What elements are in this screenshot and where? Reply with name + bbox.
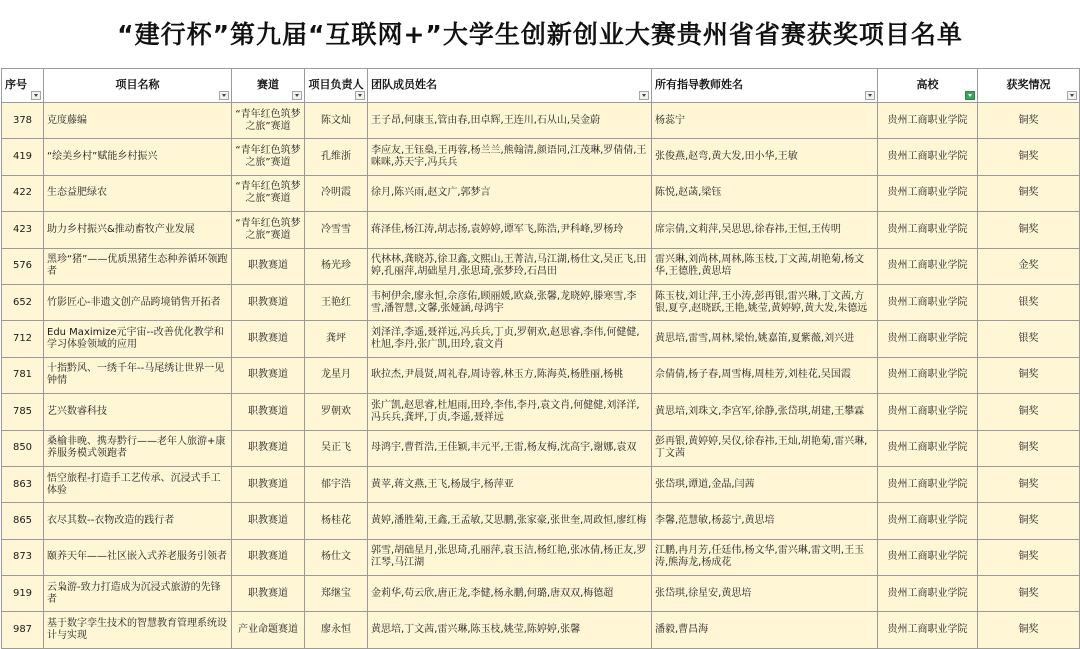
cell-track[interactable]: 职教赛道 <box>232 321 305 357</box>
cell-advisors[interactable]: 张岱琪,谭道,金晶,闫茜 <box>652 466 878 502</box>
cell-advisors[interactable]: 江鹏,冉月芳,任廷伟,杨文华,雷兴琳,雷文明,王玉涛,熊海龙,杨成花 <box>652 539 878 575</box>
table-row <box>2 539 1080 575</box>
cell-school[interactable]: 贵州工商职业学院 <box>878 612 978 648</box>
filter-dropdown-icon[interactable] <box>1067 91 1077 100</box>
cell-school[interactable]: 贵州工商职业学院 <box>878 357 978 393</box>
cell-no[interactable]: 712 <box>2 321 44 357</box>
cell-award[interactable]: 铜奖 <box>978 466 1080 502</box>
cell-members[interactable]: 张广凯,赵思睿,杜旭雨,田玲,李伟,李丹,袁文肖,何健健,刘泽洋,冯兵兵,龚坪,丁贞,李遥,聂祥远 <box>368 394 652 430</box>
cell-advisors[interactable]: 黄思培,刘珠文,李宫军,徐静,张岱琪,胡建,王攀霖 <box>652 394 878 430</box>
cell-members[interactable]: 蒋泽佳,杨江涛,胡志扬,袁婷婷,谭军飞,陈浩,尹科峰,罗杨玲 <box>368 212 652 248</box>
table-body <box>2 103 1080 649</box>
cell-project-name[interactable]: 基于数字孪生技术的智慧教育管理系统设计与实现 <box>44 612 232 648</box>
column-header-advisors: 所有指导教师姓名 <box>652 69 878 103</box>
cell-no[interactable]: 873 <box>2 539 44 575</box>
cell-no[interactable]: 865 <box>2 503 44 539</box>
filter-dropdown-icon[interactable] <box>31 91 41 100</box>
cell-school[interactable]: 贵州工商职业学院 <box>878 576 978 612</box>
cell-award[interactable]: 银奖 <box>978 321 1080 357</box>
cell-award[interactable]: 铜奖 <box>978 394 1080 430</box>
cell-track[interactable]: “青年红色筑梦之旅”赛道 <box>232 139 305 175</box>
table-row <box>2 503 1080 539</box>
cell-members[interactable]: 母鸿宇,曹哲浩,王佳颖,丰元平,王雷,杨友梅,沈高宇,谢娜,袁双 <box>368 430 652 466</box>
table-row <box>2 394 1080 430</box>
cell-leader[interactable]: 孔维浙 <box>305 139 368 175</box>
cell-project-name[interactable]: 悟空旅程-打造手工艺传承、沉浸式手工体验 <box>44 466 232 502</box>
cell-track[interactable]: “青年红色筑梦之旅”赛道 <box>232 103 305 139</box>
cell-track[interactable]: 职教赛道 <box>232 430 305 466</box>
cell-leader[interactable]: 郁宇浩 <box>305 466 368 502</box>
cell-school[interactable]: 贵州工商职业学院 <box>878 212 978 248</box>
cell-school[interactable]: 贵州工商职业学院 <box>878 321 978 357</box>
cell-project-name[interactable]: 竹影匠心-非遗文创产品跨境销售开拓者 <box>44 284 232 320</box>
cell-leader[interactable]: 罗朝欢 <box>305 394 368 430</box>
cell-advisors[interactable]: 张俊燕,赵弯,黄大发,田小华,王敏 <box>652 139 878 175</box>
cell-members[interactable]: 黄苹,蒋文燕,王飞,杨晟宇,杨萍亚 <box>368 466 652 502</box>
cell-members[interactable]: 徐月,陈兴雨,赵文广,郭梦言 <box>368 175 652 211</box>
column-header-leader: 项目负责人 <box>305 69 368 103</box>
cell-members[interactable]: 耿拉杰,尹晨贤,周礼春,周诗蓉,林玉方,陈海英,杨胜丽,杨桃 <box>368 357 652 393</box>
cell-track[interactable]: 职教赛道 <box>232 357 305 393</box>
cell-advisors[interactable]: 佘倩倩,杨子春,周雪梅,周桂芳,刘桂花,吴国霞 <box>652 357 878 393</box>
cell-advisors[interactable]: 张岱琪,徐星安,黄思培 <box>652 576 878 612</box>
cell-award[interactable]: 铜奖 <box>978 175 1080 211</box>
table-row <box>2 248 1080 284</box>
cell-members[interactable]: 韦柯伊余,廖永恒,佘彦佑,顾丽媛,欧焱,张馨,龙晓婷,滕寒雪,李雪,潘智慧,文馨,张娅涵,母鸿宇 <box>368 284 652 320</box>
table-row <box>2 212 1080 248</box>
filter-active-icon[interactable] <box>965 91 975 100</box>
column-header-award: 获奖情况 <box>978 69 1080 103</box>
cell-school[interactable]: 贵州工商职业学院 <box>878 503 978 539</box>
cell-leader[interactable]: 郑继宝 <box>305 576 368 612</box>
cell-members[interactable]: 王子昂,何康玉,管由春,田卓辉,王连川,石从山,吴金蔚 <box>368 103 652 139</box>
cell-leader[interactable]: 龚坪 <box>305 321 368 357</box>
cell-award[interactable]: 铜奖 <box>978 139 1080 175</box>
cell-no[interactable]: 863 <box>2 466 44 502</box>
cell-advisors[interactable]: 潘毅,曹昌海 <box>652 612 878 648</box>
column-header-project: 项目名称 <box>44 69 232 103</box>
cell-advisors[interactable]: 彭再银,黄婷婷,吴仪,徐春祎,王灿,胡艳菊,雷兴琳,丁文茜 <box>652 430 878 466</box>
cell-award[interactable]: 铜奖 <box>978 212 1080 248</box>
cell-advisors[interactable]: 杨蕊宁 <box>652 103 878 139</box>
cell-project-name[interactable]: 十指黔风、一绣千年--马尾绣让世界一见钟情 <box>44 357 232 393</box>
cell-school[interactable]: 贵州工商职业学院 <box>878 430 978 466</box>
column-header-no: 序号 <box>2 69 44 103</box>
cell-school[interactable]: 贵州工商职业学院 <box>878 139 978 175</box>
cell-leader[interactable]: 龙星月 <box>305 357 368 393</box>
cell-award[interactable]: 铜奖 <box>978 576 1080 612</box>
filter-dropdown-icon[interactable] <box>292 91 302 100</box>
cell-track[interactable]: 职教赛道 <box>232 503 305 539</box>
cell-leader[interactable]: 杨光珍 <box>305 248 368 284</box>
cell-project-name[interactable]: 生态益肥绿农 <box>44 175 232 211</box>
cell-project-name[interactable]: 助力乡村振兴&推动畜牧产业发展 <box>44 212 232 248</box>
cell-leader[interactable]: 冷雪雪 <box>305 212 368 248</box>
cell-track[interactable]: “青年红色筑梦之旅”赛道 <box>232 212 305 248</box>
cell-advisors[interactable]: 陈玉枝,刘让萍,王小涛,彭再银,雷兴琳,丁文茜,方银,夏亨,赵晓跃,王艳,姚莹,黄婷婷,黄大发,朱德远 <box>652 284 878 320</box>
column-header-school: 高校 <box>878 69 978 103</box>
cell-project-name[interactable]: 颐养天年——社区嵌入式养老服务引领者 <box>44 539 232 575</box>
column-header-track: 赛道 <box>232 69 305 103</box>
filter-dropdown-icon[interactable] <box>355 91 365 100</box>
table-row <box>2 612 1080 648</box>
table-row <box>2 284 1080 320</box>
cell-no[interactable]: 781 <box>2 357 44 393</box>
cell-award[interactable]: 铜奖 <box>978 503 1080 539</box>
cell-school[interactable]: 贵州工商职业学院 <box>878 248 978 284</box>
table-row <box>2 576 1080 612</box>
cell-award[interactable]: 金奖 <box>978 248 1080 284</box>
table-row <box>2 357 1080 393</box>
cell-members[interactable]: 郭雪,胡础星月,张思琦,孔丽萍,袁玉洁,杨红艳,张冰倩,杨正友,罗江琴,马江湖 <box>368 539 652 575</box>
table-row <box>2 466 1080 502</box>
filter-dropdown-icon[interactable] <box>219 91 229 100</box>
cell-track[interactable]: 产业命题赛道 <box>232 612 305 648</box>
cell-award[interactable]: 铜奖 <box>978 612 1080 648</box>
cell-members[interactable]: 代林林,龚晓苏,徐卫鑫,文熙山,王菁洁,马江湖,杨仕文,吴正飞,田婷,孔丽萍,胡础星月,张思琦,张梦玲,石昌田 <box>368 248 652 284</box>
table-header-row <box>2 69 1080 103</box>
cell-no[interactable]: 652 <box>2 284 44 320</box>
cell-track[interactable]: 职教赛道 <box>232 539 305 575</box>
cell-members[interactable]: 李应友,王钰燊,王再蓉,杨兰兰,熊翰清,颜语同,江茂琳,罗倩倩,王咪咪,苏天宇,冯兵兵 <box>368 139 652 175</box>
cell-track[interactable]: 职教赛道 <box>232 466 305 502</box>
cell-school[interactable]: 贵州工商职业学院 <box>878 466 978 502</box>
cell-leader[interactable]: 陈文灿 <box>305 103 368 139</box>
filter-dropdown-icon[interactable] <box>865 91 875 100</box>
table-row <box>2 321 1080 357</box>
award-table <box>1 68 1080 649</box>
cell-advisors[interactable]: 陈悦,赵菡,梁钰 <box>652 175 878 211</box>
cell-school[interactable]: 贵州工商职业学院 <box>878 175 978 211</box>
cell-leader[interactable]: 吴正飞 <box>305 430 368 466</box>
cell-school[interactable]: 贵州工商职业学院 <box>878 394 978 430</box>
filter-dropdown-icon[interactable] <box>639 91 649 100</box>
cell-track[interactable]: 职教赛道 <box>232 394 305 430</box>
cell-project-name[interactable]: 克度藤编 <box>44 103 232 139</box>
cell-project-name[interactable]: 衣尽其数--衣物改造的践行者 <box>44 503 232 539</box>
cell-track[interactable]: 职教赛道 <box>232 284 305 320</box>
page-title: “建行杯”第九届“互联网+”大学生创新创业大赛贵州省省赛获奖项目名单 <box>117 20 963 49</box>
cell-project-name[interactable]: 艺兴数睿科技 <box>44 394 232 430</box>
cell-award[interactable]: 铜奖 <box>978 357 1080 393</box>
cell-no[interactable]: 987 <box>2 612 44 648</box>
cell-project-name[interactable]: Edu Maximize元宇宙--改善优化教学和学习体验领域的应用 <box>44 321 232 357</box>
cell-track[interactable]: 职教赛道 <box>232 248 305 284</box>
cell-no[interactable]: 919 <box>2 576 44 612</box>
cell-no[interactable]: 378 <box>2 103 44 139</box>
cell-track[interactable]: 职教赛道 <box>232 576 305 612</box>
cell-advisors[interactable]: 雷兴琳,刘尚林,周林,陈玉枝,丁文茜,胡艳菊,杨文华,王德胜,黄思培 <box>652 248 878 284</box>
cell-no[interactable]: 850 <box>2 430 44 466</box>
cell-award[interactable]: 铜奖 <box>978 430 1080 466</box>
cell-no[interactable]: 419 <box>2 139 44 175</box>
cell-leader[interactable]: 杨桂花 <box>305 503 368 539</box>
column-header-members: 团队成员姓名 <box>368 69 652 103</box>
cell-members[interactable]: 黄思培,丁文茜,雷兴琳,陈玉枝,姚莹,陈婷婷,张馨 <box>368 612 652 648</box>
cell-project-name[interactable]: 桑榆非晚、携寿黔行——老年人旅游+康养服务模式领跑者 <box>44 430 232 466</box>
cell-award[interactable]: 铜奖 <box>978 103 1080 139</box>
cell-advisors[interactable]: 黄思培,雷雪,周林,梁怡,姚嘉笛,夏紫薇,刘兴进 <box>652 321 878 357</box>
cell-leader[interactable]: 杨仕文 <box>305 539 368 575</box>
cell-project-name[interactable]: 黑珍“猪”——优质黑猪生态种养循环领跑者 <box>44 248 232 284</box>
table-row <box>2 430 1080 466</box>
cell-school[interactable]: 贵州工商职业学院 <box>878 103 978 139</box>
cell-advisors[interactable]: 李馨,范慧敏,杨蕊宁,黄思培 <box>652 503 878 539</box>
cell-members[interactable]: 刘泽洋,李遥,聂祥远,冯兵兵,丁贞,罗朝欢,赵思睿,李伟,何健健,杜旭,李丹,张广凯,田玲,袁文肖 <box>368 321 652 357</box>
cell-no[interactable]: 422 <box>2 175 44 211</box>
cell-award[interactable]: 银奖 <box>978 284 1080 320</box>
table-row <box>2 139 1080 175</box>
cell-members[interactable]: 黄婷,潘胜菊,王鑫,王孟敏,艾思鹏,张家豪,张世奎,周政恒,廖红梅 <box>368 503 652 539</box>
cell-school[interactable]: 贵州工商职业学院 <box>878 284 978 320</box>
cell-track[interactable]: “青年红色筑梦之旅”赛道 <box>232 175 305 211</box>
table-row <box>2 175 1080 211</box>
cell-members[interactable]: 金莉华,苟云欣,唐正龙,李健,杨永鹏,何璐,唐双双,梅德超 <box>368 576 652 612</box>
table-row <box>2 103 1080 139</box>
cell-no[interactable]: 576 <box>2 248 44 284</box>
cell-project-name[interactable]: “绘美乡村”赋能乡村振兴 <box>44 139 232 175</box>
cell-school[interactable]: 贵州工商职业学院 <box>878 539 978 575</box>
cell-leader[interactable]: 廖永恒 <box>305 612 368 648</box>
cell-no[interactable]: 785 <box>2 394 44 430</box>
cell-project-name[interactable]: 云枭游-致力打造成为沉浸式旅游的先锋者 <box>44 576 232 612</box>
cell-advisors[interactable]: 席宗倩,文莉萍,吴思思,徐春祎,王恒,王传明 <box>652 212 878 248</box>
cell-leader[interactable]: 王艳红 <box>305 284 368 320</box>
cell-leader[interactable]: 冷明霞 <box>305 175 368 211</box>
cell-no[interactable]: 423 <box>2 212 44 248</box>
cell-award[interactable]: 铜奖 <box>978 539 1080 575</box>
